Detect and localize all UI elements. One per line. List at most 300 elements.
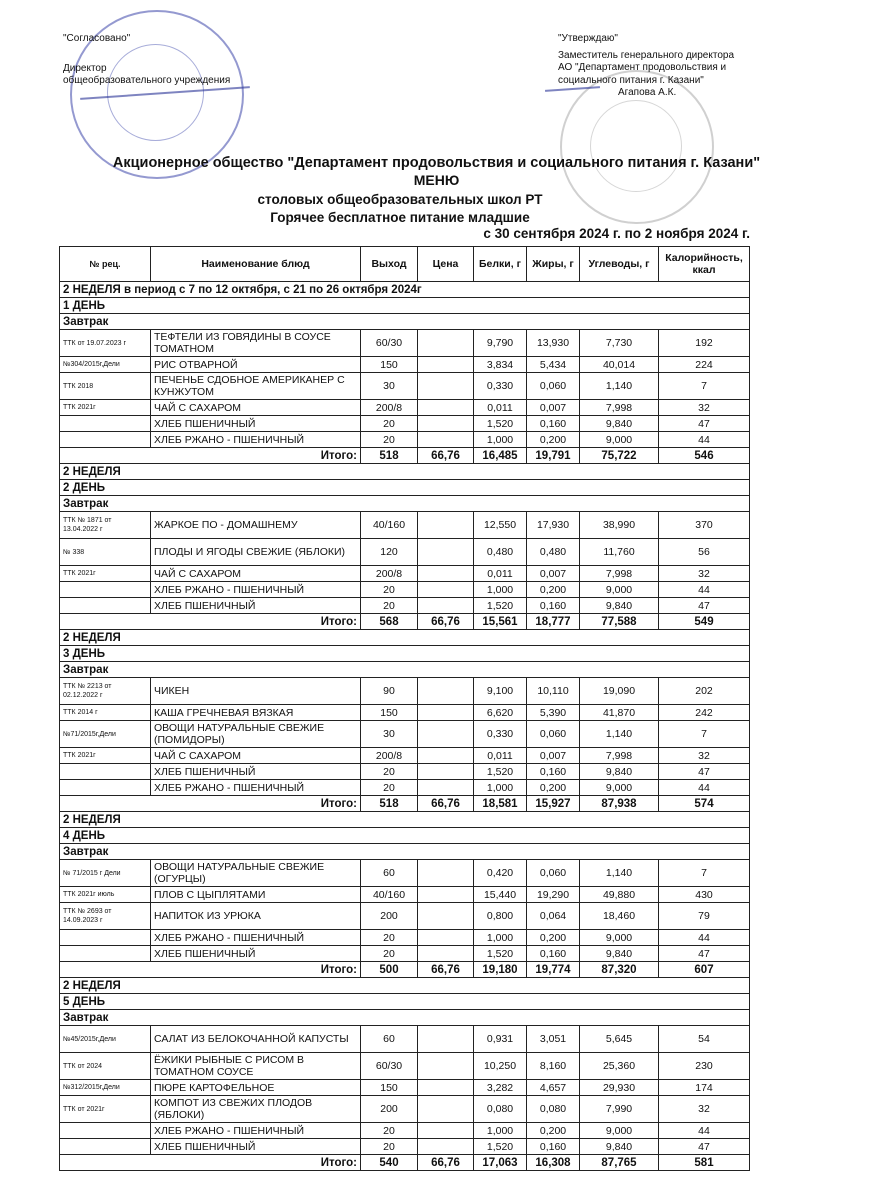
calories-cell: 202 (659, 678, 750, 705)
yield-cell: 60/30 (361, 1053, 418, 1080)
carbs-cell: 9,000 (580, 582, 659, 598)
week-label: 2 НЕДЕЛЯ (60, 464, 750, 480)
yield-cell: 150 (361, 1080, 418, 1096)
carbs-cell: 1,140 (580, 373, 659, 400)
protein-cell: 1,520 (474, 946, 527, 962)
price-cell (418, 930, 474, 946)
protein-cell: 9,100 (474, 678, 527, 705)
fat-cell: 0,060 (527, 721, 580, 748)
protein-cell: 0,800 (474, 903, 527, 930)
table-header-row (60, 247, 750, 282)
total-calories-cell: 607 (659, 962, 750, 978)
fat-cell: 0,060 (527, 373, 580, 400)
price-cell (418, 400, 474, 416)
price-cell (418, 748, 474, 764)
price-cell (418, 1026, 474, 1053)
yield-cell: 30 (361, 721, 418, 748)
total-price-cell: 66,76 (418, 448, 474, 464)
meal-header-row (60, 1010, 750, 1026)
fat-cell: 0,480 (527, 539, 580, 566)
menu-table (59, 246, 750, 1171)
calories-cell: 44 (659, 1123, 750, 1139)
total-label: Итого: (60, 962, 361, 978)
recipe-cell: № 338 (60, 539, 151, 566)
total-protein-cell: 17,063 (474, 1155, 527, 1171)
calories-cell: 7 (659, 860, 750, 887)
calories-cell: 224 (659, 357, 750, 373)
carbs-cell: 9,000 (580, 930, 659, 946)
carbs-cell: 7,998 (580, 748, 659, 764)
price-cell (418, 432, 474, 448)
recipe-cell: ТТК от 2021г (60, 1096, 151, 1123)
carbs-cell: 9,840 (580, 416, 659, 432)
carbs-cell: 19,090 (580, 678, 659, 705)
price-cell (418, 373, 474, 400)
approver-org-2: социального питания г. Казани" (558, 74, 704, 86)
yield-cell: 200 (361, 1096, 418, 1123)
calories-cell: 32 (659, 748, 750, 764)
total-label: Итого: (60, 1155, 361, 1171)
table-row (60, 539, 750, 566)
fat-cell: 19,290 (527, 887, 580, 903)
dish-cell: НАПИТОК ИЗ УРЮКА (151, 903, 361, 930)
yield-cell: 60 (361, 860, 418, 887)
table-row (60, 1053, 750, 1080)
meal-header-row (60, 314, 750, 330)
price-cell (418, 416, 474, 432)
table-row (60, 930, 750, 946)
table-row (60, 1096, 750, 1123)
fat-cell: 0,080 (527, 1096, 580, 1123)
calories-cell: 32 (659, 566, 750, 582)
org-title: Акционерное общество "Департамент продовольствия и социального питания г. Казани" (112, 155, 761, 171)
dish-cell: ТЕФТЕЛИ ИЗ ГОВЯДИНЫ В СОУСЕ ТОМАТНОМ (151, 330, 361, 357)
price-cell (418, 721, 474, 748)
price-cell (418, 1139, 474, 1155)
dish-cell: САЛАТ ИЗ БЕЛОКОЧАННОЙ КАПУСТЫ (151, 1026, 361, 1053)
recipe-cell: ТТК 2018 (60, 373, 151, 400)
protein-cell: 1,000 (474, 582, 527, 598)
carbs-cell: 40,014 (580, 357, 659, 373)
total-carbs-cell: 87,765 (580, 1155, 659, 1171)
day-header-row (60, 298, 750, 314)
dish-cell: ПЮРЕ КАРТОФЕЛЬНОЕ (151, 1080, 361, 1096)
table-row (60, 903, 750, 930)
approver-org-1: АО "Департамент продовольствия и (558, 62, 727, 73)
approver-name: Агапова А.К. (618, 87, 677, 98)
meal-label: Завтрак (60, 314, 750, 330)
price-cell (418, 1053, 474, 1080)
carbs-cell: 11,760 (580, 539, 659, 566)
fat-cell: 4,657 (527, 1080, 580, 1096)
table-row (60, 721, 750, 748)
total-carbs-cell: 77,588 (580, 614, 659, 630)
recipe-cell (60, 416, 151, 432)
menu-table-body (60, 282, 750, 1171)
agreed-label: "Согласовано" (63, 33, 131, 44)
yield-cell: 30 (361, 373, 418, 400)
carbs-cell: 38,990 (580, 512, 659, 539)
yield-cell: 20 (361, 764, 418, 780)
total-fat-cell: 18,777 (527, 614, 580, 630)
recipe-cell (60, 598, 151, 614)
dish-cell: ЖАРКОЕ ПО - ДОМАШНЕМУ (151, 512, 361, 539)
price-cell (418, 512, 474, 539)
dish-cell: ХЛЕБ РЖАНО - ПШЕНИЧНЫЙ (151, 432, 361, 448)
calories-cell: 32 (659, 1096, 750, 1123)
carbs-cell: 9,000 (580, 1123, 659, 1139)
day-label: 4 ДЕНЬ (60, 828, 750, 844)
protein-cell: 0,011 (474, 748, 527, 764)
protein-cell: 6,620 (474, 705, 527, 721)
protein-cell: 1,000 (474, 930, 527, 946)
total-yield-cell: 518 (361, 796, 418, 812)
price-cell (418, 598, 474, 614)
dish-cell: ХЛЕБ ПШЕНИЧНЫЙ (151, 416, 361, 432)
fat-cell: 0,007 (527, 566, 580, 582)
total-row (60, 448, 750, 464)
calories-cell: 32 (659, 400, 750, 416)
calories-cell: 44 (659, 432, 750, 448)
recipe-cell: №304/2015г,Дели (60, 357, 151, 373)
protein-cell: 0,011 (474, 400, 527, 416)
yield-cell: 20 (361, 1123, 418, 1139)
table-row (60, 887, 750, 903)
total-row (60, 1155, 750, 1171)
recipe-cell: ТТК 2014 г (60, 705, 151, 721)
total-yield-cell: 500 (361, 962, 418, 978)
col-yield: Выход (361, 247, 418, 282)
recipe-cell: ТТК от 2024 (60, 1053, 151, 1080)
total-row (60, 962, 750, 978)
recipe-cell (60, 1123, 151, 1139)
carbs-cell: 9,000 (580, 780, 659, 796)
total-fat-cell: 15,927 (527, 796, 580, 812)
table-row (60, 705, 750, 721)
calories-cell: 56 (659, 539, 750, 566)
fat-cell: 13,930 (527, 330, 580, 357)
calories-cell: 47 (659, 764, 750, 780)
calories-cell: 7 (659, 373, 750, 400)
protein-cell: 0,080 (474, 1096, 527, 1123)
col-carbs: Углеводы, г (580, 247, 659, 282)
protein-cell: 1,520 (474, 598, 527, 614)
carbs-cell: 1,140 (580, 860, 659, 887)
fat-cell: 3,051 (527, 1026, 580, 1053)
calories-cell: 430 (659, 887, 750, 903)
carbs-cell: 9,840 (580, 764, 659, 780)
week-label: 2 НЕДЕЛЯ в период с 7 по 12 октября, с 21 по 26 октября 2024г (60, 282, 750, 298)
carbs-cell: 9,840 (580, 1139, 659, 1155)
approve-label: "Утверждаю" (558, 33, 618, 44)
protein-cell: 0,420 (474, 860, 527, 887)
meal-label: Завтрак (60, 662, 750, 678)
fat-cell: 0,160 (527, 598, 580, 614)
col-dish: Наименование блюд (151, 247, 361, 282)
week-label: 2 НЕДЕЛЯ (60, 812, 750, 828)
carbs-cell: 18,460 (580, 903, 659, 930)
week-header-row (60, 812, 750, 828)
approve-block (558, 33, 734, 100)
fat-cell: 0,200 (527, 432, 580, 448)
protein-cell: 0,011 (474, 566, 527, 582)
table-row (60, 1026, 750, 1053)
recipe-cell: №312/2015г,Дели (60, 1080, 151, 1096)
total-carbs-cell: 87,938 (580, 796, 659, 812)
total-price-cell: 66,76 (418, 962, 474, 978)
fat-cell: 10,110 (527, 678, 580, 705)
day-header-row (60, 828, 750, 844)
director-org: общеобразовательного учреждения (63, 75, 231, 86)
total-fat-cell: 19,774 (527, 962, 580, 978)
agreed-block (63, 33, 230, 87)
recipe-cell: ТТК от 19.07.2023 г (60, 330, 151, 357)
total-protein-cell: 15,561 (474, 614, 527, 630)
protein-cell: 1,520 (474, 764, 527, 780)
fat-cell: 8,160 (527, 1053, 580, 1080)
yield-cell: 200/8 (361, 400, 418, 416)
carbs-cell: 41,870 (580, 705, 659, 721)
dish-cell: ХЛЕБ РЖАНО - ПШЕНИЧНЫЙ (151, 930, 361, 946)
dish-cell: КАША ГРЕЧНЕВАЯ ВЯЗКАЯ (151, 705, 361, 721)
fat-cell: 0,160 (527, 946, 580, 962)
dish-cell: ПЛОДЫ И ЯГОДЫ СВЕЖИЕ (ЯБЛОКИ) (151, 539, 361, 566)
meal-header-row (60, 844, 750, 860)
total-label: Итого: (60, 614, 361, 630)
dish-cell: ОВОЩИ НАТУРАЛЬНЫЕ СВЕЖИЕ (ОГУРЦЫ) (151, 860, 361, 887)
table-row (60, 373, 750, 400)
protein-cell: 3,282 (474, 1080, 527, 1096)
recipe-cell: ТТК № 1871 от 13.04.2022 г (60, 512, 151, 539)
protein-cell: 1,520 (474, 1139, 527, 1155)
total-price-cell: 66,76 (418, 796, 474, 812)
table-row (60, 330, 750, 357)
yield-cell: 150 (361, 357, 418, 373)
price-cell (418, 1096, 474, 1123)
meal-header-row (60, 496, 750, 512)
dish-cell: ОВОЩИ НАТУРАЛЬНЫЕ СВЕЖИЕ (ПОМИДОРЫ) (151, 721, 361, 748)
protein-cell: 1,000 (474, 1123, 527, 1139)
total-protein-cell: 18,581 (474, 796, 527, 812)
protein-cell: 0,330 (474, 373, 527, 400)
table-row (60, 512, 750, 539)
meal-header-row (60, 662, 750, 678)
yield-cell: 20 (361, 582, 418, 598)
price-cell (418, 705, 474, 721)
recipe-cell (60, 432, 151, 448)
price-cell (418, 903, 474, 930)
fat-cell: 0,200 (527, 780, 580, 796)
total-price-cell: 66,76 (418, 614, 474, 630)
dish-cell: ХЛЕБ ПШЕНИЧНЫЙ (151, 764, 361, 780)
fat-cell: 5,434 (527, 357, 580, 373)
price-cell (418, 764, 474, 780)
table-row (60, 764, 750, 780)
price-cell (418, 582, 474, 598)
dish-cell: ЧИКЕН (151, 678, 361, 705)
carbs-cell: 5,645 (580, 1026, 659, 1053)
price-cell (418, 539, 474, 566)
dish-cell: ХЛЕБ РЖАНО - ПШЕНИЧНЫЙ (151, 780, 361, 796)
price-cell (418, 357, 474, 373)
total-protein-cell: 19,180 (474, 962, 527, 978)
table-row (60, 678, 750, 705)
protein-cell: 1,000 (474, 780, 527, 796)
meal-type-subtitle: Горячее бесплатное питание младшие (270, 210, 530, 225)
total-calories-cell: 549 (659, 614, 750, 630)
table-row (60, 432, 750, 448)
total-calories-cell: 546 (659, 448, 750, 464)
carbs-cell: 7,998 (580, 400, 659, 416)
col-protein: Белки, г (474, 247, 527, 282)
fat-cell: 0,200 (527, 930, 580, 946)
calories-cell: 44 (659, 780, 750, 796)
col-fat: Жиры, г (527, 247, 580, 282)
price-cell (418, 330, 474, 357)
total-carbs-cell: 87,320 (580, 962, 659, 978)
yield-cell: 20 (361, 416, 418, 432)
yield-cell: 20 (361, 780, 418, 796)
table-row (60, 748, 750, 764)
yield-cell: 20 (361, 432, 418, 448)
carbs-cell: 25,360 (580, 1053, 659, 1080)
week-header-row (60, 282, 750, 298)
yield-cell: 20 (361, 1139, 418, 1155)
day-label: 2 ДЕНЬ (60, 480, 750, 496)
calories-cell: 47 (659, 1139, 750, 1155)
total-yield-cell: 568 (361, 614, 418, 630)
recipe-cell (60, 1139, 151, 1155)
total-calories-cell: 574 (659, 796, 750, 812)
recipe-cell (60, 582, 151, 598)
price-cell (418, 566, 474, 582)
day-label: 1 ДЕНЬ (60, 298, 750, 314)
day-label: 5 ДЕНЬ (60, 994, 750, 1010)
dish-cell: ХЛЕБ РЖАНО - ПШЕНИЧНЫЙ (151, 1123, 361, 1139)
protein-cell: 3,834 (474, 357, 527, 373)
recipe-cell (60, 930, 151, 946)
recipe-cell: №71/2015г,Дели (60, 721, 151, 748)
total-row (60, 614, 750, 630)
fat-cell: 0,200 (527, 1123, 580, 1139)
table-row (60, 1139, 750, 1155)
price-cell (418, 860, 474, 887)
total-carbs-cell: 75,722 (580, 448, 659, 464)
calories-cell: 54 (659, 1026, 750, 1053)
calories-cell: 370 (659, 512, 750, 539)
carbs-cell: 7,730 (580, 330, 659, 357)
meal-label: Завтрак (60, 844, 750, 860)
calories-cell: 44 (659, 930, 750, 946)
director-title: Директор (63, 63, 107, 74)
fat-cell: 5,390 (527, 705, 580, 721)
recipe-cell: № 71/2015 г Дели (60, 860, 151, 887)
table-row (60, 416, 750, 432)
carbs-cell: 9,840 (580, 946, 659, 962)
calories-cell: 44 (659, 582, 750, 598)
recipe-cell: ТТК 2021г (60, 748, 151, 764)
protein-cell: 1,520 (474, 416, 527, 432)
table-row (60, 946, 750, 962)
fat-cell: 0,007 (527, 400, 580, 416)
protein-cell: 0,330 (474, 721, 527, 748)
dish-cell: ЁЖИКИ РЫБНЫЕ С РИСОМ В ТОМАТНОМ СОУСЕ (151, 1053, 361, 1080)
calories-cell: 47 (659, 416, 750, 432)
price-cell (418, 1080, 474, 1096)
protein-cell: 15,440 (474, 887, 527, 903)
meal-label: Завтрак (60, 496, 750, 512)
yield-cell: 60 (361, 1026, 418, 1053)
menu-title: МЕНЮ (413, 172, 460, 188)
calories-cell: 174 (659, 1080, 750, 1096)
price-cell (418, 1123, 474, 1139)
carbs-cell: 7,990 (580, 1096, 659, 1123)
dish-cell: ПЕЧЕНЬЕ СДОБНОЕ АМЕРИКАНЕР С КУНЖУТОМ (151, 373, 361, 400)
dish-cell: ХЛЕБ ПШЕНИЧНЫЙ (151, 946, 361, 962)
table-row (60, 357, 750, 373)
protein-cell: 0,931 (474, 1026, 527, 1053)
fat-cell: 0,160 (527, 416, 580, 432)
calories-cell: 47 (659, 598, 750, 614)
fat-cell: 0,064 (527, 903, 580, 930)
protein-cell: 0,480 (474, 539, 527, 566)
meal-label: Завтрак (60, 1010, 750, 1026)
fat-cell: 0,060 (527, 860, 580, 887)
week-label: 2 НЕДЕЛЯ (60, 630, 750, 646)
yield-cell: 200/8 (361, 748, 418, 764)
yield-cell: 20 (361, 930, 418, 946)
col-calories: Калорийность, ккал (659, 247, 750, 282)
fat-cell: 17,930 (527, 512, 580, 539)
calories-cell: 230 (659, 1053, 750, 1080)
yield-cell: 120 (361, 539, 418, 566)
table-row (60, 780, 750, 796)
recipe-cell: ТТК № 2693 от 14.09.2023 г (60, 903, 151, 930)
price-cell (418, 946, 474, 962)
carbs-cell: 9,000 (580, 432, 659, 448)
table-row (60, 598, 750, 614)
yield-cell: 60/30 (361, 330, 418, 357)
dish-cell: ХЛЕБ ПШЕНИЧНЫЙ (151, 1139, 361, 1155)
recipe-cell: ТТК 2021г (60, 566, 151, 582)
yield-cell: 20 (361, 598, 418, 614)
dish-cell: ЧАЙ С САХАРОМ (151, 400, 361, 416)
table-row (60, 400, 750, 416)
yield-cell: 150 (361, 705, 418, 721)
total-label: Итого: (60, 796, 361, 812)
day-header-row (60, 646, 750, 662)
total-yield-cell: 540 (361, 1155, 418, 1171)
recipe-cell: №45/2015г,Дели (60, 1026, 151, 1053)
recipe-cell (60, 780, 151, 796)
dish-cell: ПЛОВ С ЦЫПЛЯТАМИ (151, 887, 361, 903)
calories-cell: 47 (659, 946, 750, 962)
dish-cell: КОМПОТ ИЗ СВЕЖИХ ПЛОДОВ (ЯБЛОКИ) (151, 1096, 361, 1123)
yield-cell: 200 (361, 903, 418, 930)
table-row (60, 860, 750, 887)
yield-cell: 90 (361, 678, 418, 705)
recipe-cell: ТТК 2021г (60, 400, 151, 416)
dish-cell: ХЛЕБ ПШЕНИЧНЫЙ (151, 598, 361, 614)
week-header-row (60, 630, 750, 646)
protein-cell: 1,000 (474, 432, 527, 448)
day-header-row (60, 994, 750, 1010)
fat-cell: 0,160 (527, 1139, 580, 1155)
recipe-cell (60, 764, 151, 780)
approver-title: Заместитель генерального директора (558, 49, 735, 61)
total-yield-cell: 518 (361, 448, 418, 464)
period-subtitle: с 30 сентября 2024 г. по 2 ноября 2024 г. (483, 226, 750, 241)
